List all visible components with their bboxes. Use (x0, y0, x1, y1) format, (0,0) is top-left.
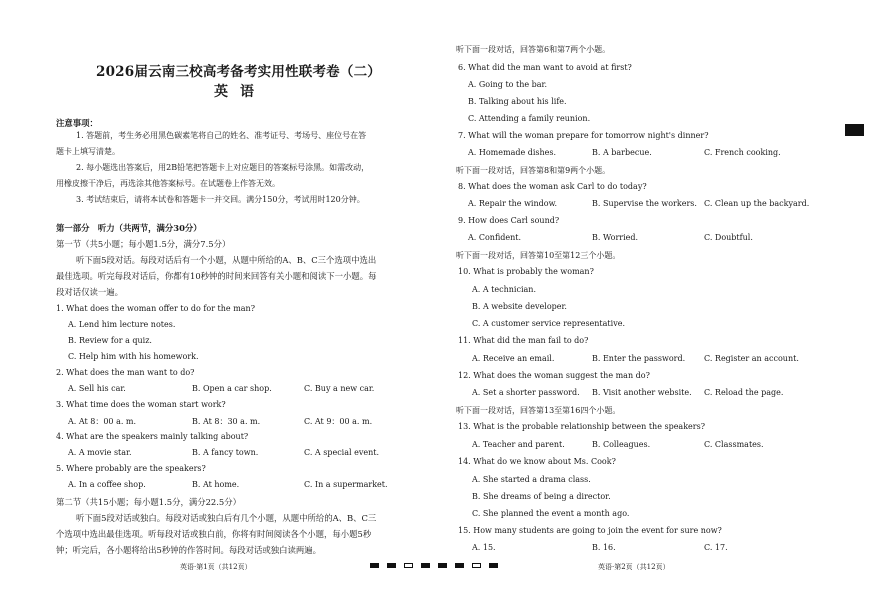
answer-option: C. Help him with his homework. (68, 352, 199, 361)
dialogue-group-heading: 听下面一段对话，回答第10至第12三个小题。 (456, 251, 621, 260)
answer-option: C. She planned the event a month ago. (472, 509, 630, 518)
answer-option: C. Register an account. (704, 354, 799, 363)
notice-line: 1. 答题前，考生务必用黑色碳素笔将自己的姓名、准考证号、考场号、座位号在答 (76, 131, 367, 140)
answer-option: C. French cooking. (704, 148, 781, 157)
question-text: 4. What are the speakers mainly talking about? (56, 432, 249, 441)
answer-option: A. Going to the bar. (468, 80, 548, 89)
registration-mark (387, 563, 396, 568)
notice-line: 3. 考试结束后，请将本试卷和答题卡一并交回。满分150分，考试用时120分钟。 (76, 195, 365, 204)
answer-option: B. Visit another website. (592, 388, 692, 397)
answer-option: B. Colleagues. (592, 440, 651, 449)
answer-option: A. 15. (472, 543, 496, 552)
exam-title: 2026届云南三校高考备考实用性联考卷（二） (96, 64, 381, 80)
footer-page-left: 英语·第1页（共12页） (180, 563, 252, 571)
answer-option: C. Buy a new car. (304, 384, 375, 393)
answer-option: B. Worried. (592, 233, 639, 242)
notice-line: 2. 每小题选出答案后，用2B铅笔把答题卡上对应题目的答案标号涂黑。如需改动， (76, 163, 370, 172)
answer-option: A. Teacher and parent. (472, 440, 565, 449)
registration-mark (455, 563, 464, 568)
registration-mark (472, 563, 481, 568)
notice-heading: 注意事项： (56, 118, 98, 128)
answer-option: A. At 8：00 a. m. (68, 417, 137, 426)
answer-option: A. Receive an email. (472, 354, 555, 363)
question-text: 5. Where probably are the speakers? (56, 464, 206, 473)
question-text: 10. What is probably the woman? (458, 267, 594, 276)
answer-option: C. Classmates. (704, 440, 764, 449)
question-text: 8. What does the woman ask Carl to do today? (458, 182, 647, 191)
registration-mark (489, 563, 498, 568)
answer-option: A. Lend him lecture notes. (68, 320, 176, 329)
answer-option: C. 17. (704, 543, 728, 552)
answer-option: C. Attending a family reunion. (468, 114, 591, 123)
answer-option: B. A fancy town. (192, 448, 259, 457)
answer-option: B. Supervise the workers. (592, 199, 697, 208)
question-text: 15. How many students are going to join the event for sure now? (458, 526, 722, 535)
answer-option: B. A barbecue. (592, 148, 652, 157)
answer-option: B. At 8：30 a. m. (192, 417, 261, 426)
notice-line: 题卡上填写清楚。 (56, 147, 120, 156)
dialogue-group-heading: 听下面一段对话，回答第6和第7两个小题。 (456, 45, 611, 54)
answer-option: B. 16. (592, 543, 616, 552)
section1-instruction: 听下面5段对话。每段对话后有一个小题，从题中所给的A、B、C三个选项中选出 (76, 255, 377, 265)
registration-mark (438, 563, 447, 568)
footer-page-right: 英语·第2页（共12页） (598, 563, 670, 571)
section1-instruction: 段对话仅读一遍。 (56, 287, 123, 297)
answer-option: C. A special event. (304, 448, 380, 457)
answer-option: C. Doubtful. (704, 233, 753, 242)
part1-heading: 第一部分 听力（共两节，满分30分） (56, 223, 202, 233)
question-text: 6. What did the man want to avoid at first? (458, 63, 632, 72)
section2-instruction: 钟；听完后，各小题将给出5秒钟的作答时间。每段对话或独白读两遍。 (56, 545, 321, 555)
question-text: 14. What do we know about Ms. Cook? (458, 457, 616, 466)
answer-option: C. A customer service representative. (472, 319, 625, 328)
answer-option: C. At 9：00 a. m. (304, 417, 373, 426)
answer-option: A. Set a shorter password. (472, 388, 580, 397)
answer-option: B. Enter the password. (592, 354, 686, 363)
answer-option: B. Open a car shop. (192, 384, 272, 393)
dialogue-group-heading: 听下面一段对话，回答第8和第9两个小题。 (456, 166, 611, 175)
answer-option: A. Confident. (468, 233, 522, 242)
section2-instruction: 个选项中选出最佳选项。听每段对话或独白前，你将有时间阅读各个小题，每小题5秒 (56, 529, 372, 539)
answer-option: B. She dreams of being a director. (472, 492, 611, 501)
answer-option: C. Clean up the backyard. (704, 199, 810, 208)
answer-option: B. At home. (192, 480, 240, 489)
section2-heading: 第二节（共15小题；每小题1.5分，满分22.5分） (56, 497, 241, 507)
question-text: 9. How does Carl sound? (458, 216, 560, 225)
margin-marker (845, 124, 864, 136)
question-text: 7. What will the woman prepare for tomorrow night's dinner? (458, 131, 709, 140)
subject-title: 英语 (214, 84, 266, 100)
answer-option: A. Repair the window. (468, 199, 558, 208)
section1-heading: 第一节（共5小题；每小题1.5分，满分7.5分） (56, 239, 231, 249)
question-text: 12. What does the woman suggest the man do? (458, 371, 650, 380)
section1-instruction: 最佳选项。听完每段对话后，你都有10秒钟的时间来回答有关小题和阅读下一小题。每 (56, 271, 377, 281)
answer-option: B. Talking about his life. (468, 97, 567, 106)
answer-option: A. A movie star. (68, 448, 132, 457)
answer-option: A. In a coffee shop. (68, 480, 146, 489)
answer-option: C. Reload the page. (704, 388, 784, 397)
question-text: 1. What does the woman offer to do for the man? (56, 304, 255, 313)
question-text: 11. What did the man fail to do? (458, 336, 589, 345)
question-text: 3. What time does the woman start work? (56, 400, 226, 409)
question-text: 2. What does the man want to do? (56, 368, 195, 377)
dialogue-group-heading: 听下面一段对话，回答第13至第16四个小题。 (456, 406, 621, 415)
answer-option: B. A website developer. (472, 302, 567, 311)
answer-option: A. A technician. (472, 285, 536, 294)
answer-option: A. She started a drama class. (472, 475, 591, 484)
registration-mark (370, 563, 379, 568)
answer-option: C. In a supermarket. (304, 480, 388, 489)
registration-mark (421, 563, 430, 568)
question-text: 13. What is the probable relationship between the speakers? (458, 422, 705, 431)
answer-option: A. Homemade dishes. (468, 148, 557, 157)
registration-mark (404, 563, 413, 568)
section2-instruction: 听下面5段对话或独白。每段对话或独白后有几个小题，从题中所给的A、B、C三 (76, 513, 377, 523)
answer-option: B. Review for a quiz. (68, 336, 152, 345)
notice-line: 用橡皮擦干净后，再选涂其他答案标号。在试题卷上作答无效。 (56, 179, 280, 188)
answer-option: A. Sell his car. (68, 384, 126, 393)
